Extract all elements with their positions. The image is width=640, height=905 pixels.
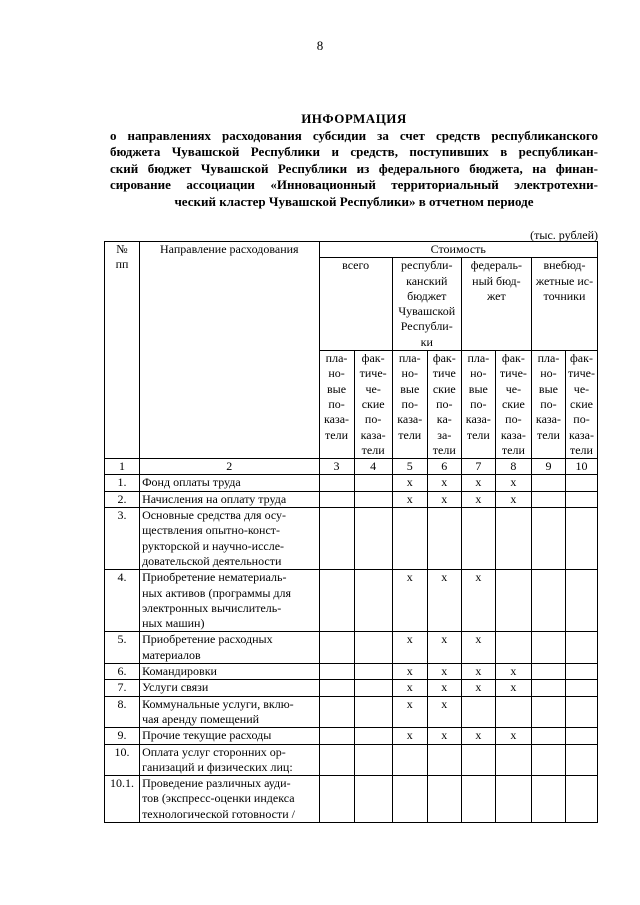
row-cell-4	[354, 744, 392, 776]
column-number-10: 10	[565, 459, 597, 475]
header-num: № пп	[105, 242, 140, 459]
row-number: 9.	[105, 728, 140, 744]
row-cell-6: х	[427, 491, 461, 507]
row-cell-6: х	[427, 680, 461, 696]
row-cell-6	[427, 744, 461, 776]
table-row	[105, 696, 598, 728]
row-cell-7	[461, 744, 495, 776]
row-cell-8	[495, 776, 531, 823]
row-cell-4	[354, 491, 392, 507]
header-sub-8: фак- тиче- че- ские по- каза- тели	[565, 351, 597, 459]
row-cell-3	[319, 491, 354, 507]
row-cell-9	[531, 680, 565, 696]
row-number: 3.	[105, 508, 140, 570]
table-row	[105, 744, 598, 776]
column-number-2: 2	[140, 459, 319, 475]
header-group-3: федераль- ный бюд- жет	[461, 258, 531, 351]
row-cell-4	[354, 680, 392, 696]
table-row	[105, 491, 598, 507]
row-cell-9	[531, 632, 565, 664]
row-cell-7: х	[461, 475, 495, 491]
row-cell-4	[354, 776, 392, 823]
row-cell-7: х	[461, 728, 495, 744]
row-cell-6	[427, 508, 461, 570]
row-cell-10	[565, 696, 597, 728]
row-direction: Основные средства для осу- ществления опытно-конст- рукторской и научно-иссле- довательской деятельности	[140, 508, 319, 570]
row-cell-9	[531, 475, 565, 491]
header-group-1: всего	[319, 258, 392, 351]
row-cell-4	[354, 508, 392, 570]
row-cell-8	[495, 744, 531, 776]
row-cell-5: х	[392, 728, 427, 744]
row-cell-5: х	[392, 680, 427, 696]
title-line-1: о направлениях расходования субсидии за счет средств республиканского	[110, 127, 598, 143]
row-cell-3	[319, 728, 354, 744]
row-cell-7: х	[461, 491, 495, 507]
column-number-1: 1	[105, 459, 140, 475]
row-cell-9	[531, 491, 565, 507]
title-line-5: ческий кластер Чувашской Республики» в отчетном периоде	[174, 193, 534, 209]
row-cell-4	[354, 664, 392, 680]
row-cell-8	[495, 696, 531, 728]
row-cell-5: х	[392, 475, 427, 491]
row-cell-4	[354, 632, 392, 664]
row-cell-7: х	[461, 680, 495, 696]
row-cell-3	[319, 744, 354, 776]
row-direction: Фонд оплаты труда	[140, 475, 319, 491]
row-cell-9	[531, 664, 565, 680]
row-cell-9	[531, 728, 565, 744]
title-line-3: ский бюджет Чувашской Республики из федерального бюджета, на финан-	[110, 160, 598, 176]
title-line-2: бюджета Чувашской Республики и средств, поступивших в республикан-	[110, 144, 598, 160]
column-number-9: 9	[531, 459, 565, 475]
table-row	[105, 475, 598, 491]
row-cell-3	[319, 508, 354, 570]
row-number: 8.	[105, 696, 140, 728]
table-row	[105, 632, 598, 664]
row-cell-5	[392, 744, 427, 776]
row-cell-4	[354, 696, 392, 728]
column-number-3: 3	[319, 459, 354, 475]
row-cell-9	[531, 776, 565, 823]
row-cell-9	[531, 696, 565, 728]
header-cost: Стоимость	[319, 242, 598, 258]
row-cell-6: х	[427, 570, 461, 632]
row-cell-8: х	[495, 491, 531, 507]
row-cell-5: х	[392, 696, 427, 728]
row-cell-10	[565, 744, 597, 776]
header-sub-6: фак- тиче- че- ские по- каза- тели	[495, 351, 531, 459]
unit-note: (тыс. рублей)	[530, 228, 598, 242]
row-cell-3	[319, 475, 354, 491]
header-direction: Направление расходования	[140, 242, 319, 459]
row-cell-6: х	[427, 696, 461, 728]
row-direction: Услуги связи	[140, 680, 319, 696]
table-row	[105, 776, 598, 823]
row-cell-4	[354, 570, 392, 632]
header-sub-2: фак- тиче- че- ские по- каза- тели	[354, 351, 392, 459]
row-cell-10	[565, 632, 597, 664]
column-number-8: 8	[495, 459, 531, 475]
row-direction: Коммунальные услуги, вклю- чая аренду помещений	[140, 696, 319, 728]
row-direction: Прочие текущие расходы	[140, 728, 319, 744]
row-direction: Приобретение расходных материалов	[140, 632, 319, 664]
row-cell-5: х	[392, 632, 427, 664]
row-cell-4	[354, 728, 392, 744]
title-line-4: сирование ассоциации «Инновационный территориальный электротехни-	[110, 177, 598, 193]
row-cell-7: х	[461, 570, 495, 632]
header-sub-1: пла- но- вые по- каза- тели	[319, 351, 354, 459]
row-number: 1.	[105, 475, 140, 491]
row-cell-6: х	[427, 728, 461, 744]
row-direction: Начисления на оплату труда	[140, 491, 319, 507]
header-sub-3: пла- но- вые по- каза- тели	[392, 351, 427, 459]
row-cell-8: х	[495, 664, 531, 680]
row-number: 7.	[105, 680, 140, 696]
row-cell-9	[531, 508, 565, 570]
row-cell-3	[319, 696, 354, 728]
table-row	[105, 728, 598, 744]
row-cell-7	[461, 508, 495, 570]
row-cell-5: х	[392, 570, 427, 632]
row-cell-3	[319, 776, 354, 823]
row-cell-8	[495, 570, 531, 632]
row-cell-5	[392, 776, 427, 823]
row-cell-7	[461, 776, 495, 823]
row-cell-8: х	[495, 680, 531, 696]
table-row	[105, 680, 598, 696]
row-cell-3	[319, 570, 354, 632]
header-sub-5: пла- но- вые по- каза- тели	[461, 351, 495, 459]
header-row-1	[105, 242, 598, 258]
row-cell-8	[495, 632, 531, 664]
row-direction: Приобретение нематериаль- ных активов (программы для электронных вычислитель- ных машин)	[140, 570, 319, 632]
column-numbers-row	[105, 459, 598, 475]
row-cell-3	[319, 632, 354, 664]
row-cell-4	[354, 475, 392, 491]
row-cell-6: х	[427, 632, 461, 664]
row-cell-9	[531, 744, 565, 776]
row-cell-7	[461, 696, 495, 728]
row-cell-10	[565, 664, 597, 680]
header-sub-7: пла- но- вые по- каза- тели	[531, 351, 565, 459]
row-cell-5: х	[392, 664, 427, 680]
row-direction: Командировки	[140, 664, 319, 680]
column-number-4: 4	[354, 459, 392, 475]
row-number: 10.1.	[105, 776, 140, 823]
column-number-6: 6	[427, 459, 461, 475]
document-title	[110, 111, 598, 211]
row-cell-6: х	[427, 475, 461, 491]
row-cell-7: х	[461, 664, 495, 680]
row-cell-10	[565, 728, 597, 744]
row-cell-10	[565, 680, 597, 696]
row-direction: Проведение различных ауди- тов (экспресс-оценки индекса технологической готовности /	[140, 776, 319, 823]
row-cell-10	[565, 475, 597, 491]
row-cell-10	[565, 508, 597, 570]
row-number: 2.	[105, 491, 140, 507]
row-cell-5	[392, 508, 427, 570]
row-cell-10	[565, 776, 597, 823]
row-number: 10.	[105, 744, 140, 776]
title-main: ИНФОРМАЦИЯ	[301, 111, 407, 126]
row-number: 5.	[105, 632, 140, 664]
table-row	[105, 508, 598, 570]
row-cell-3	[319, 664, 354, 680]
header-sub-4: фак- тиче ские по- ка- за- тели	[427, 351, 461, 459]
column-number-7: 7	[461, 459, 495, 475]
row-cell-3	[319, 680, 354, 696]
table-row	[105, 664, 598, 680]
row-cell-5: х	[392, 491, 427, 507]
table-row	[105, 570, 598, 632]
row-direction: Оплата услуг сторонних ор- ганизаций и физических лиц:	[140, 744, 319, 776]
row-cell-8: х	[495, 728, 531, 744]
row-cell-10	[565, 491, 597, 507]
row-cell-9	[531, 570, 565, 632]
row-cell-10	[565, 570, 597, 632]
header-group-4: внебюд- жетные ис- точники	[531, 258, 597, 351]
header-group-2: республи- канский бюджет Чувашской Республи- ки	[392, 258, 461, 351]
row-cell-7: х	[461, 632, 495, 664]
row-number: 6.	[105, 664, 140, 680]
column-number-5: 5	[392, 459, 427, 475]
row-cell-8: х	[495, 475, 531, 491]
row-number: 4.	[105, 570, 140, 632]
row-cell-8	[495, 508, 531, 570]
page-number: 8	[316, 38, 324, 53]
expenditure-table	[104, 241, 598, 823]
row-cell-6	[427, 776, 461, 823]
row-cell-6: х	[427, 664, 461, 680]
